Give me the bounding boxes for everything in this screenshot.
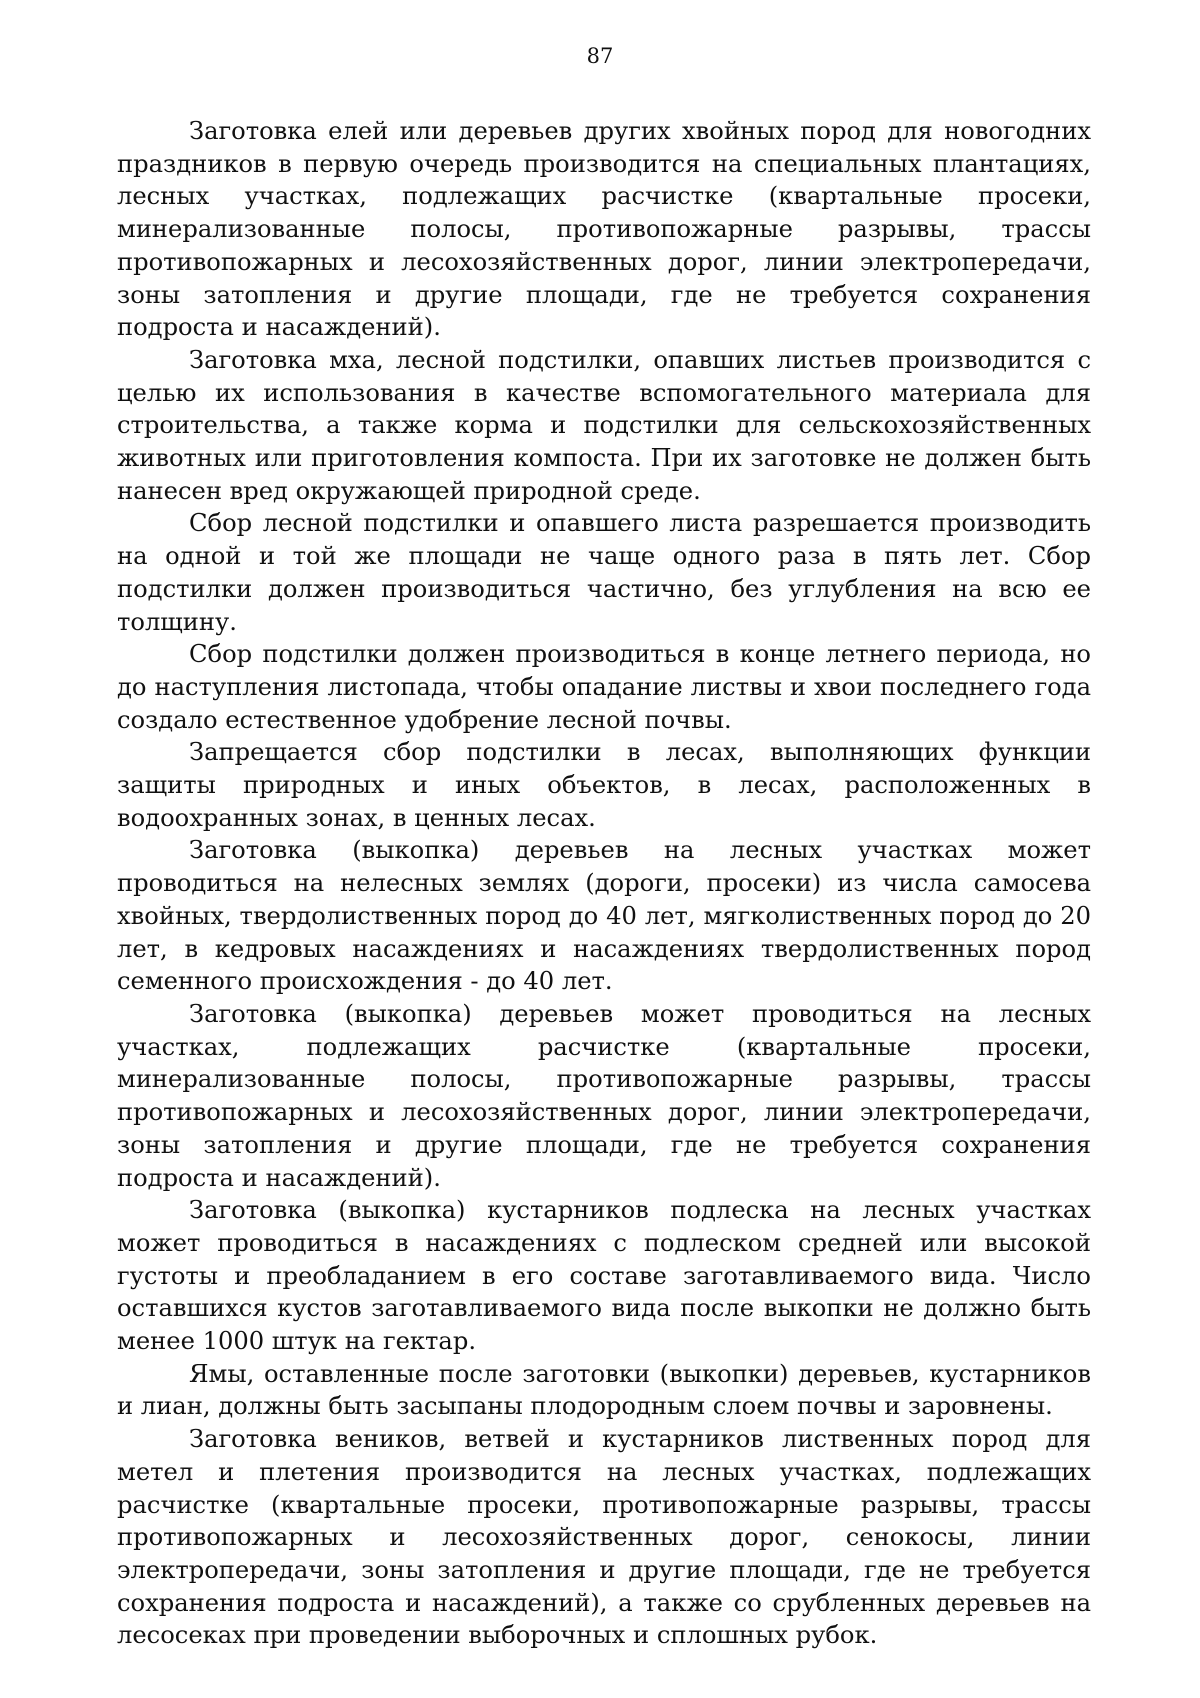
paragraph-tree-digging-nonforest: Заготовка (выкопка) деревьев на лесных участках может проводиться на нелесных землях (дороги, просеки) из числа самосева хвойных, твердолиственных пород до 40 лет, мягколиственных пород до 20 лет, в кедровых насаждениях и насаждениях твердолиственных пород семенного происхождения - до 40 лет. [117,836,1091,996]
paragraph-shrub-digging: Заготовка (выкопка) кустарников подлеска на лесных участках может проводиться в насаждениях с подлеском средней или высокой густоты и преобладанием в его составе заготавливаемого вида. Число оставшихся кустов заготавливаемого вида после выкопки не должно быть менее 1000 штук на гектар. [117,1196,1091,1356]
paragraph-pits-backfill: Ямы, оставленные после заготовки (выкопки) деревьев, кустарников и лиан, должны быть засыпаны плодородным слоем почвы и заровнены. [117,1359,1091,1421]
paragraph-moss-litter: Заготовка мха, лесной подстилки, опавших листьев производится с целью их использования в качестве вспомогательного материала для строительства, а также корма и подстилки для сельскохозяйственных животных или приготовления компоста. При их заготовке не должен быть нанесен вред окружающей природной среде. [117,345,1091,505]
paragraph-litter-prohibition: Запрещается сбор подстилки в лесах, выполняющих функции защиты природных и иных объектов, в лесах, расположенных в водоохранных зонах, в ценных лесах. [117,738,1091,832]
paragraph-litter-frequency: Сбор лесной подстилки и опавшего листа разрешается производить на одной и той же площади не чаще одного раза в пять лет. Сбор подстилки должен производиться частично, без углубления на всю ее толщину. [117,509,1091,636]
paragraph-brooms-branches: Заготовка веников, ветвей и кустарников лиственных пород для метел и плетения производится на лесных участках, подлежащих расчистке (квартальные просеки, противопожарные разрывы, трассы противопожарных и лесохозяйственных дорог, сенокосы, линии электропередачи, зоны затопления и другие площади, где не требуется сохранения подроста и насаждений), а также со срубленных деревьев на лесосеках при проведении выборочных и сплошных рубок. [117,1425,1091,1650]
paragraph-tree-digging-clearing: Заготовка (выкопка) деревьев может проводиться на лесных участках, подлежащих расчистке (квартальные просеки, минерализованные полосы, противопожарные разрывы, трассы противопожарных и лесохозяйственных дорог, линии электропередачи, зоны затопления и другие площади, где не требуется сохранения подроста и насаждений). [117,999,1091,1192]
paragraph-christmas-trees: Заготовка елей или деревьев других хвойных пород для новогодних праздников в первую очередь производится на специальных плантациях, лесных участках, подлежащих расчистке (квартальные просеки, минерализованные полосы, противопожарные разрывы, трассы противопожарных и лесохозяйственных дорог, линии электропередачи, зоны затопления и другие площади, где не требуется сохранения подроста и насаждений). [117,117,1091,342]
page-number: 87 [586,44,614,68]
paragraph-litter-timing: Сбор подстилки должен производиться в конце летнего периода, но до наступления листопада, чтобы опадание листвы и хвои последнего года создало естественное удобрение лесной почвы. [117,640,1091,734]
document-body [117,115,1091,1652]
